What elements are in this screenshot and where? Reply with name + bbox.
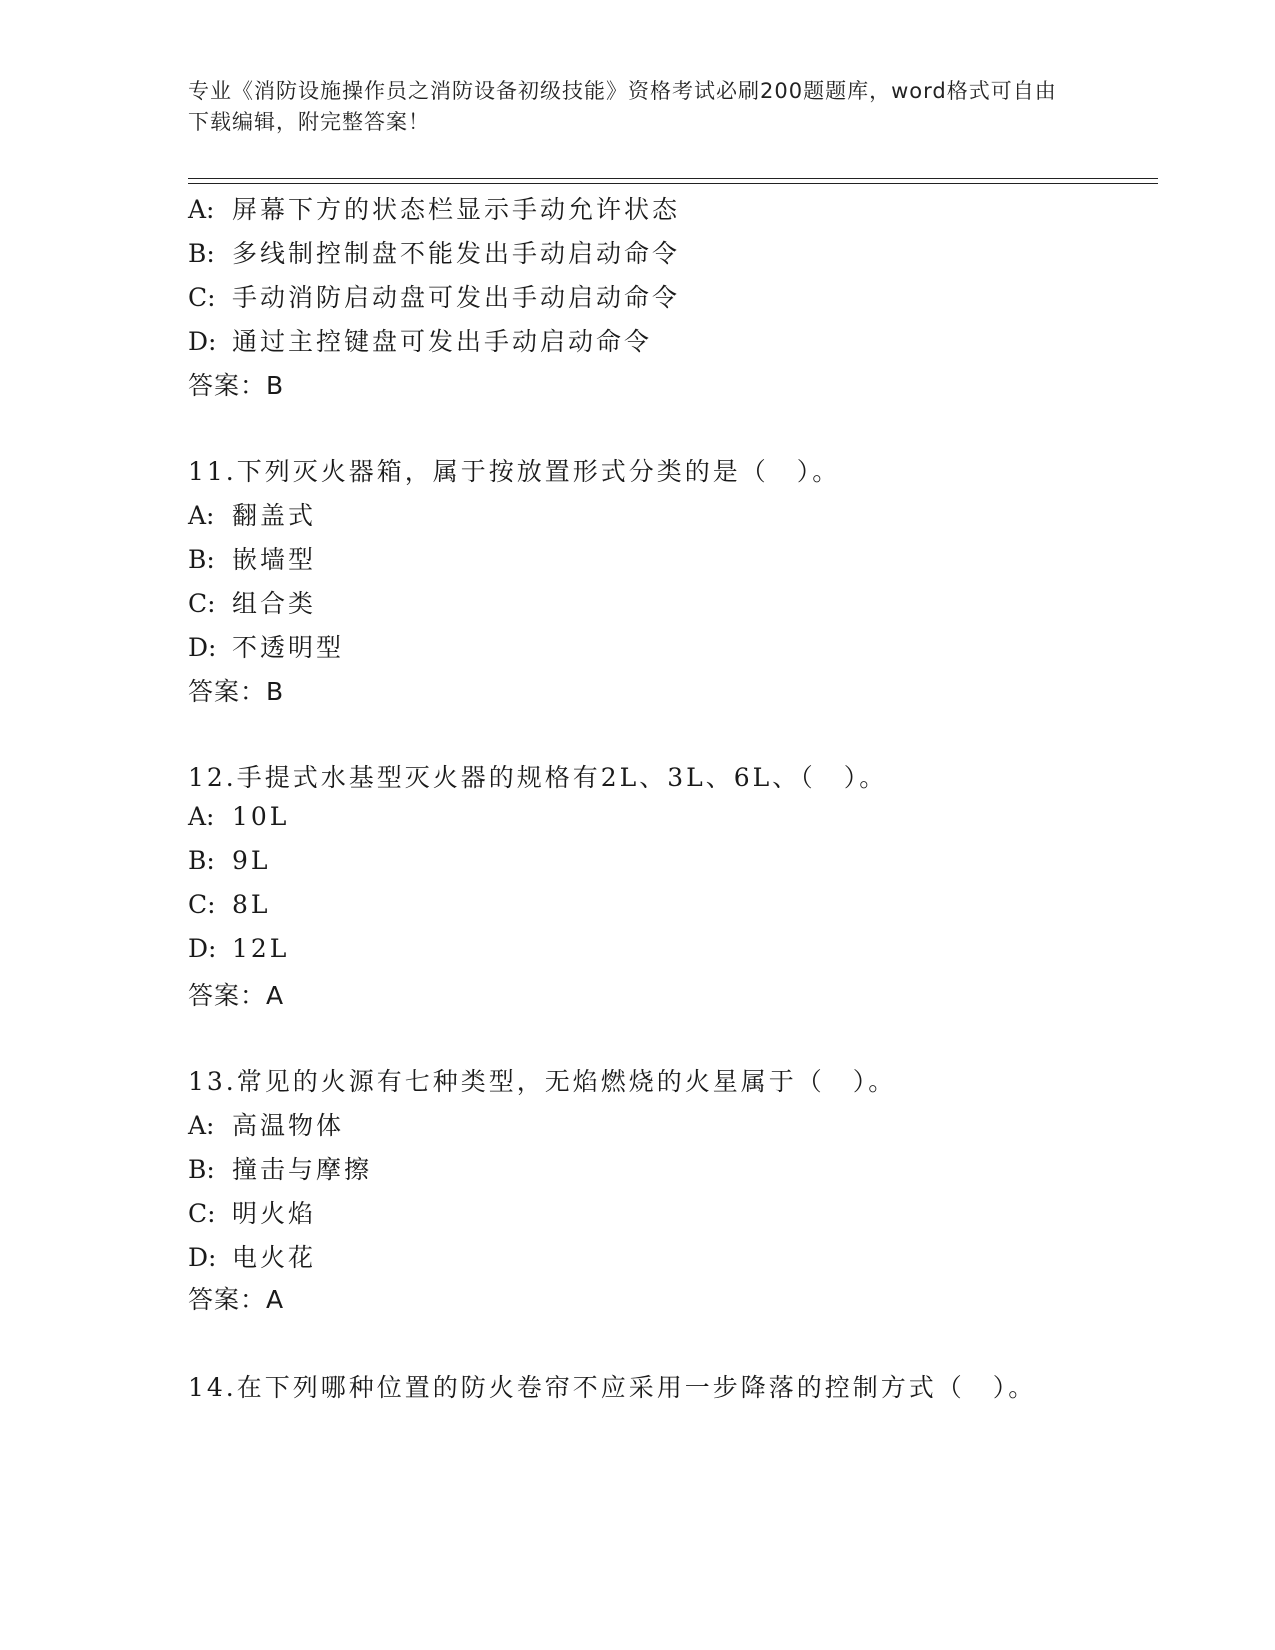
- q13-question: 13.常见的火源有七种类型，无焰燃烧的火星属于（ ）。: [188, 1067, 897, 1096]
- q12-option-c: C: 8L: [188, 890, 271, 919]
- q12-option-a: A: 10L: [188, 802, 290, 831]
- q10-option-b: B: 多线制控制盘不能发出手动启动命令: [188, 239, 681, 268]
- header-divider-bottom: [188, 183, 1158, 184]
- q12-option-d: D: 12L: [188, 934, 290, 963]
- q12-answer: 答案：A: [188, 981, 285, 1010]
- q11-option-b: B: 嵌墙型: [188, 545, 317, 574]
- q11-answer: 答案：B: [188, 677, 285, 706]
- q13-option-a: A: 高温物体: [188, 1111, 345, 1140]
- q12-question: 12.手提式水基型灭火器的规格有2L、3L、6L、（ ）。: [188, 763, 888, 792]
- q11-option-c: C: 组合类: [188, 589, 317, 618]
- header-divider-top: [188, 178, 1158, 179]
- q10-option-c: C: 手动消防启动盘可发出手动启动命令: [188, 283, 681, 312]
- q13-answer: 答案：A: [188, 1285, 285, 1314]
- q12-option-b: B: 9L: [188, 846, 271, 875]
- q10-answer: 答案：B: [188, 371, 285, 400]
- q13-option-c: C: 明火焰: [188, 1199, 317, 1228]
- document-header: 专业《消防设施操作员之消防设备初级技能》资格考试必刷200题题库，word格式可自由下载编辑，附完整答案！: [188, 79, 1057, 134]
- q11-option-a: A: 翻盖式: [188, 501, 317, 530]
- q10-option-d: D: 通过主控键盘可发出手动启动命令: [188, 327, 653, 356]
- q10-option-a: A: 屏幕下方的状态栏显示手动允许状态: [188, 195, 681, 224]
- q11-option-d: D: 不透明型: [188, 633, 345, 662]
- q14-question: 14.在下列哪种位置的防火卷帘不应采用一步降落的控制方式（ ）。: [188, 1373, 1037, 1402]
- q11-question: 11.下列灭火器箱，属于按放置形式分类的是（ ）。: [188, 457, 841, 486]
- q13-option-b: B: 撞击与摩擦: [188, 1155, 373, 1184]
- q13-option-d: D: 电火花: [188, 1243, 317, 1272]
